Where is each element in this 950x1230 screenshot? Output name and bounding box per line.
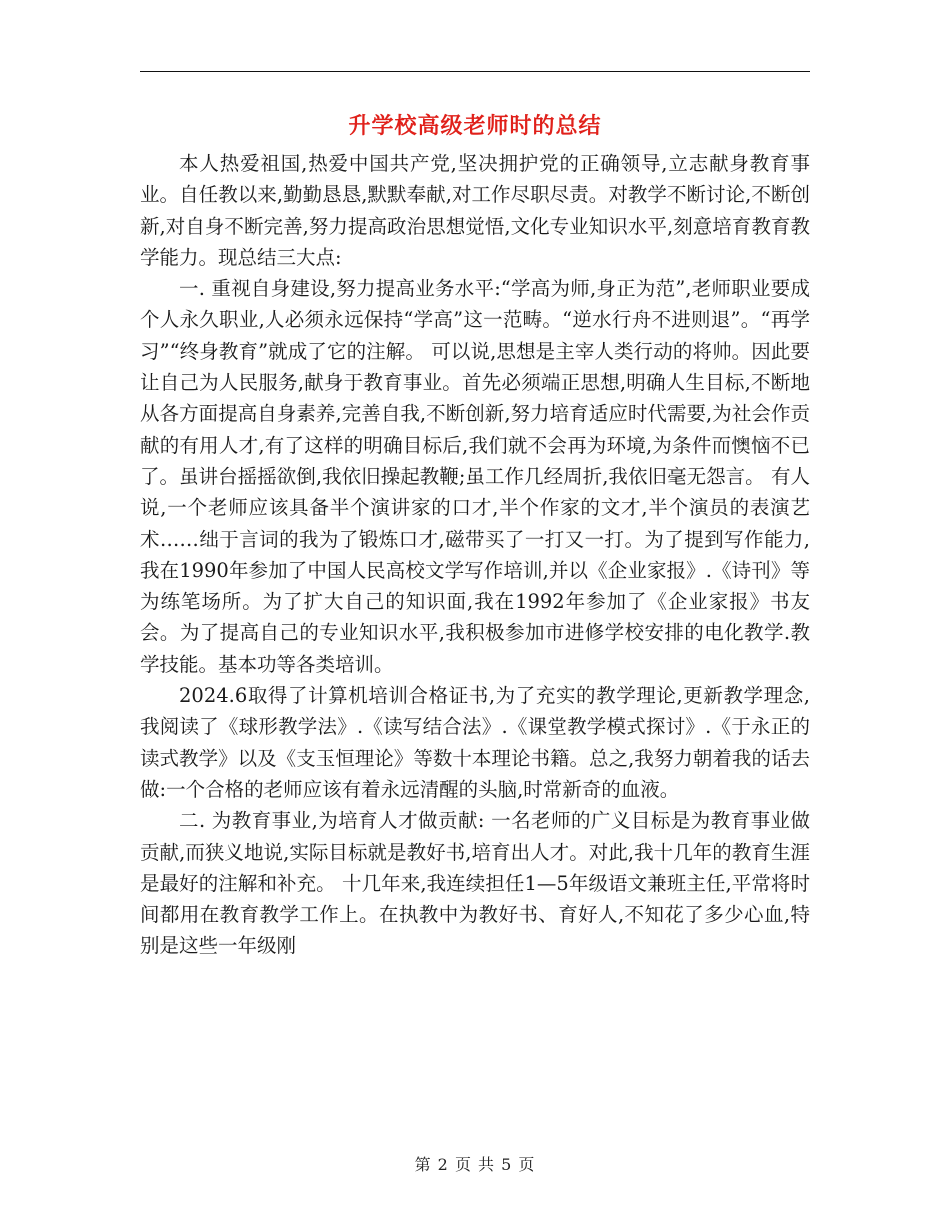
page-footer: 第 2 页 共 5 页 — [414, 1155, 536, 1174]
paragraph-point-two: 二. 为教育事业,为培育人才做贡献: 一名老师的广义目标是为教育事业做贡献,而狭义地说,实际目标就是教好书,培育出人才。对此,我十几年的教育生涯是最好的注解和补充。 十几年来,我连续担任1—5年级语文兼班主任,平常将时间都用在教育教学工作上。在执教中为教好书、育好人,不知花了多少心血,特别是这些一年级刚 — [140, 809, 810, 958]
paragraph-intro: 本人热爱祖国,热爱中国共产党,坚决拥护党的正确领导,立志献身教育事业。自任教以来,勤勤恳恳,默默奉献,对工作尽职尽责。对教学不断讨论,不断创新,对自身不断完善,努力提高政治思想觉悟,文化专业知识水平,刻意培育教育教学能力。现总结三大点: — [140, 152, 810, 269]
paragraph-certificate: 2024.6取得了计算机培训合格证书,为了充实的教学理论,更新教学理念,我阅读了《球形教学法》.《读写结合法》.《课堂教学模式探讨》.《于永正的读式教学》以及《支玉恒理论》等数十本理论书籍。总之,我努力朝着我的话去做:一个合格的老师应该有着永远清醒的头脑,时常新奇的血液。 — [140, 684, 810, 801]
document-body — [140, 148, 810, 962]
paragraph-point-one: 一. 重视自身建设,努力提高业务水平:“学高为师,身正为范”,老师职业要成个人永久职业,人必须永远保持“学高”这一范畴。“逆水行舟不进则退”。“再学习”“终身教育”就成了它的注解。 可以说,思想是主宰人类行动的将帅。因此要让自己为人民服务,献身于教育事业。首先必须端正思想,明确人生目标,不断地从各方面提高自身素养,完善自我,不断创新,努力培育适应时代需要,为社会作贡献的有用人才,有了这样的明确目标后,我们就不会再为环境,为条件而懊恼不已了。虽讲台摇摇欲倒,我依旧操起教鞭;虽工作几经周折,我依旧毫无怨言。 有人说,一个老师应该具备半个演讲家的口才,半个作家的文才,半个演员的表演艺术……绌于言词的我为了锻炼口才,磁带买了一打又一打。为了提到写作能力,我在1990年参加了中国人民高校文学写作培训,并以《企业家报》.《诗刊》等为练笔场所。为了扩大自己的知识面,我在1992年参加了《企业家报》书友会。为了提高自己的专业知识水平,我积极参加市进修学校安排的电化教学.教学技能。基本功等各类培训。 — [140, 277, 810, 676]
document-title: 升学校高级老师时的总结 — [348, 113, 602, 139]
header-rule — [140, 71, 810, 72]
